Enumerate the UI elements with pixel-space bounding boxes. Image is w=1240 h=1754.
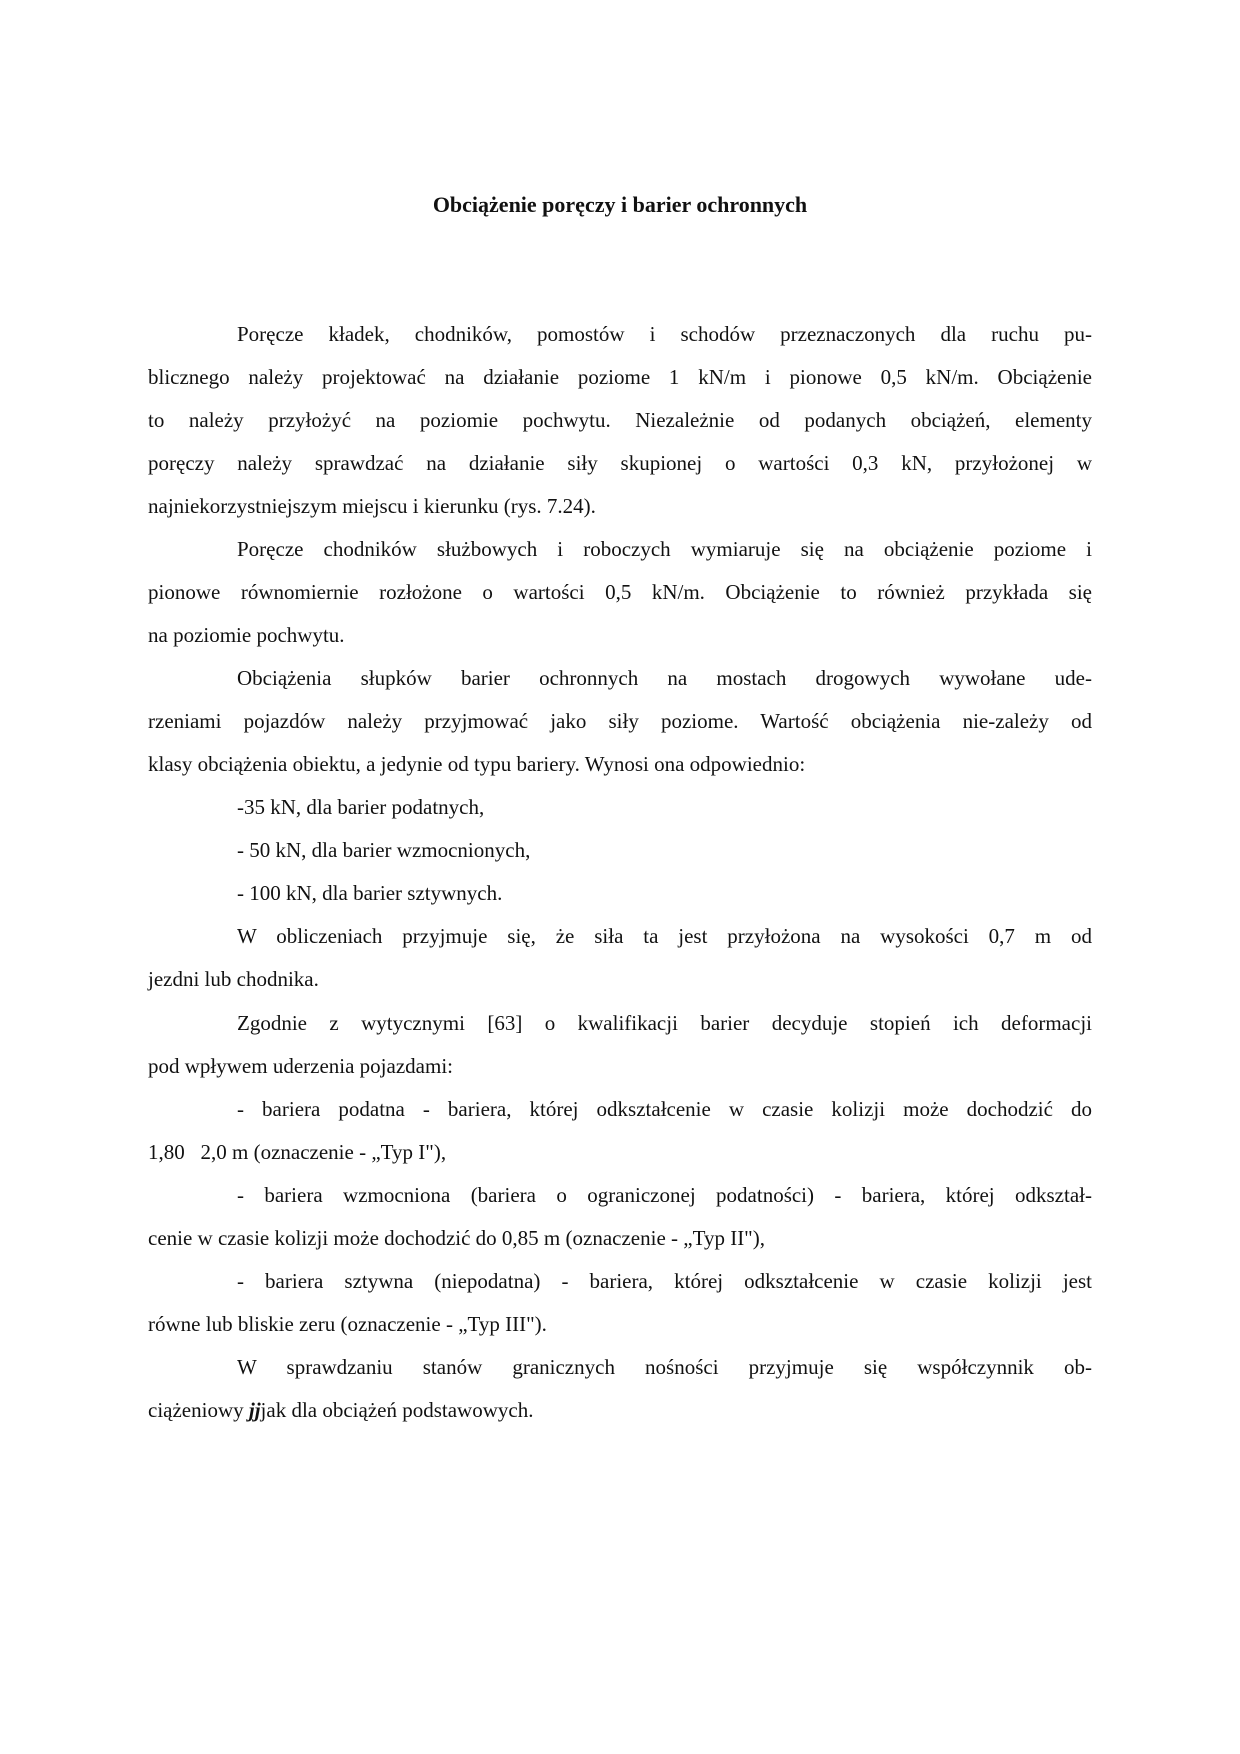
- text-line: - bariera sztywna (niepodatna) - bariera, której odkształcenie w czasie kolizji jest: [237, 1268, 1092, 1293]
- document-body: [148, 313, 1092, 1432]
- list-item: -35 kN, dla barier podatnych,: [237, 795, 485, 820]
- text-segment: jak dla obciążeń podstawowych.: [260, 1397, 534, 1422]
- text-line: jezdni lub chodnika.: [148, 967, 319, 992]
- list-item: - 100 kN, dla barier sztywnych.: [237, 881, 503, 906]
- text-line: cenie w czasie kolizji może dochodzić do 0,85 m (oznaczenie - „Typ II"),: [148, 1225, 765, 1250]
- text-line: równe lub bliskie zeru (oznaczenie - „Typ III").: [148, 1311, 547, 1336]
- text-line: Zgodnie z wytycznymi [63] o kwalifikacji barier decyduje stopień ich deformacji: [237, 1010, 1092, 1035]
- text-line: - bariera wzmocniona (bariera o ograniczonej podatności) - bariera, której odkształ-: [237, 1182, 1092, 1207]
- coefficient-symbol: jj: [248, 1397, 261, 1422]
- text-line: klasy obciążenia obiektu, a jedynie od typu bariery. Wynosi ona odpowiednio:: [148, 752, 806, 777]
- text-line: na poziomie pochwytu.: [148, 623, 345, 648]
- text-line: Poręcze kładek, chodników, pomostów i schodów przeznaczonych dla ruchu pu-: [237, 322, 1092, 346]
- text-line: blicznego należy projektować na działanie poziome 1 kN/m i pionowe 0,5 kN/m. Obciążenie: [148, 365, 1092, 390]
- text-line: 1,80 2,0 m (oznaczenie - „Typ I"),: [148, 1139, 447, 1164]
- text-line: poręczy należy sprawdzać na działanie siły skupionej o wartości 0,3 kN, przyłożonej w: [148, 451, 1092, 476]
- text-line: rzeniami pojazdów należy przyjmować jako siły poziome. Wartość obciążenia nie-zależy od: [148, 709, 1092, 734]
- text-line: - bariera podatna - bariera, której odkształcenie w czasie kolizji może dochodzić do: [237, 1096, 1092, 1121]
- text-line: [148, 1389, 1092, 1432]
- list-item: - 50 kN, dla barier wzmocnionych,: [237, 838, 531, 863]
- text-line: Obciążenia słupków barier ochronnych na mostach drogowych wywołane ude-: [237, 666, 1092, 691]
- document-title: Obciążenie poręczy i barier ochronnych: [432, 192, 808, 217]
- text-line: to należy przyłożyć na poziomie pochwytu. Niezależnie od podanych obciążeń, elementy: [148, 408, 1092, 433]
- text-line: W obliczeniach przyjmuje się, że siła ta jest przyłożona na wysokości 0,7 m od: [237, 924, 1092, 949]
- text-line: W sprawdzaniu stanów granicznych nośności przyjmuje się współczynnik ob-: [237, 1354, 1092, 1379]
- text-line: pionowe równomiernie rozłożone o wartości 0,5 kN/m. Obciążenie to również przykłada się: [148, 580, 1092, 605]
- text-line: Poręcze chodników służbowych i roboczych wymiaruje się na obciążenie poziome i: [237, 537, 1092, 562]
- text-line: pod wpływem uderzenia pojazdami:: [148, 1053, 453, 1078]
- text-segment: ciążeniowy: [148, 1397, 249, 1422]
- text-line: najniekorzystniejszym miejscu i kierunku (rys. 7.24).: [148, 494, 596, 519]
